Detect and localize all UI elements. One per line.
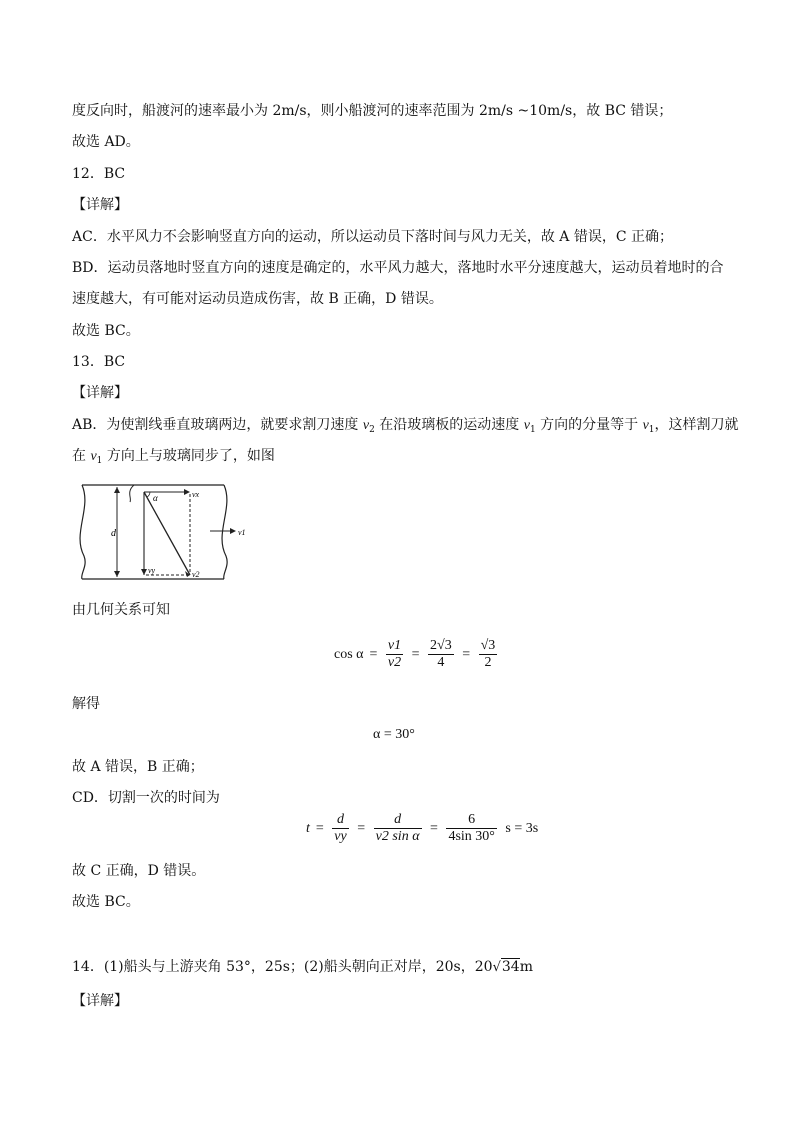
section-heading: 【详解】: [72, 385, 128, 401]
equation-alpha: α = 30°: [373, 727, 415, 742]
text-line: 故选 AD。: [72, 134, 140, 150]
text-line: CD．切割一次的时间为: [72, 790, 220, 806]
text-line: 在 $v_1$ 方向上与玻璃同步了，如图: [72, 448, 275, 466]
text-line: 速度越大，有可能对运动员造成伤害，故 B 正确，D 错误。: [72, 291, 443, 307]
text-line: 故 C 正确，D 错误。: [72, 863, 206, 879]
text-line: AC．水平风力不会影响竖直方向的运动，所以运动员下落时间与风力无关，故 A 错误，C 正确；: [72, 229, 673, 245]
section-heading: 【详解】: [72, 993, 128, 1009]
v2-label: v2: [192, 570, 200, 579]
vx-label: vx: [192, 490, 200, 499]
section-heading: 【详解】: [72, 197, 128, 213]
alpha-label: α: [153, 493, 158, 503]
vy-label: vy: [148, 566, 156, 575]
text-line: 故选 BC。: [72, 323, 140, 339]
text-line: 故选 BC。: [72, 894, 140, 910]
text-line: BD．运动员落地时竖直方向的速度是确定的，水平风力越大，落地时水平分速度越大，运动员着地时的合: [72, 260, 724, 276]
equation-cos-alpha: cos α = $\frac{v1}{v2}$ = $\frac{2√3}{4}$ = $\frac{√3}{2}$: [334, 638, 496, 670]
text-line: 故 A 错误，B 正确；: [72, 759, 204, 775]
question-number: 14．(1)船头与上游夹角 53°，25s；(2)船头朝向正对岸，20s，20√34m: [72, 959, 533, 975]
text-line: 度反向时，船渡河的速率最小为 2m/s，则小船渡河的速率范围为 2m/s ~10m/s，故 BC 错误；: [72, 103, 673, 119]
text-line: 由几何关系可知: [72, 602, 170, 618]
text-line: AB．为使割线垂直玻璃两边，就要求割刀速度 $v_2$ 在沿玻璃板的运动速度 $v_1$ 方向的分量等于 $v_1$，这样割刀就: [72, 417, 739, 435]
equation-time: t = $\frac{d}{vy}$ = $\frac{d}{\text{v2 sin α}}$ = $\frac{6}{4\sin 30^\circ}$ s = 3s: [306, 812, 539, 844]
text-line: 解得: [72, 696, 100, 712]
d-label: d: [111, 528, 116, 539]
v1-label: v1: [238, 528, 246, 537]
question-number: 12．BC: [72, 166, 126, 182]
question-number: 13．BC: [72, 354, 126, 370]
glass-cutting-diagram: [74, 478, 259, 586]
